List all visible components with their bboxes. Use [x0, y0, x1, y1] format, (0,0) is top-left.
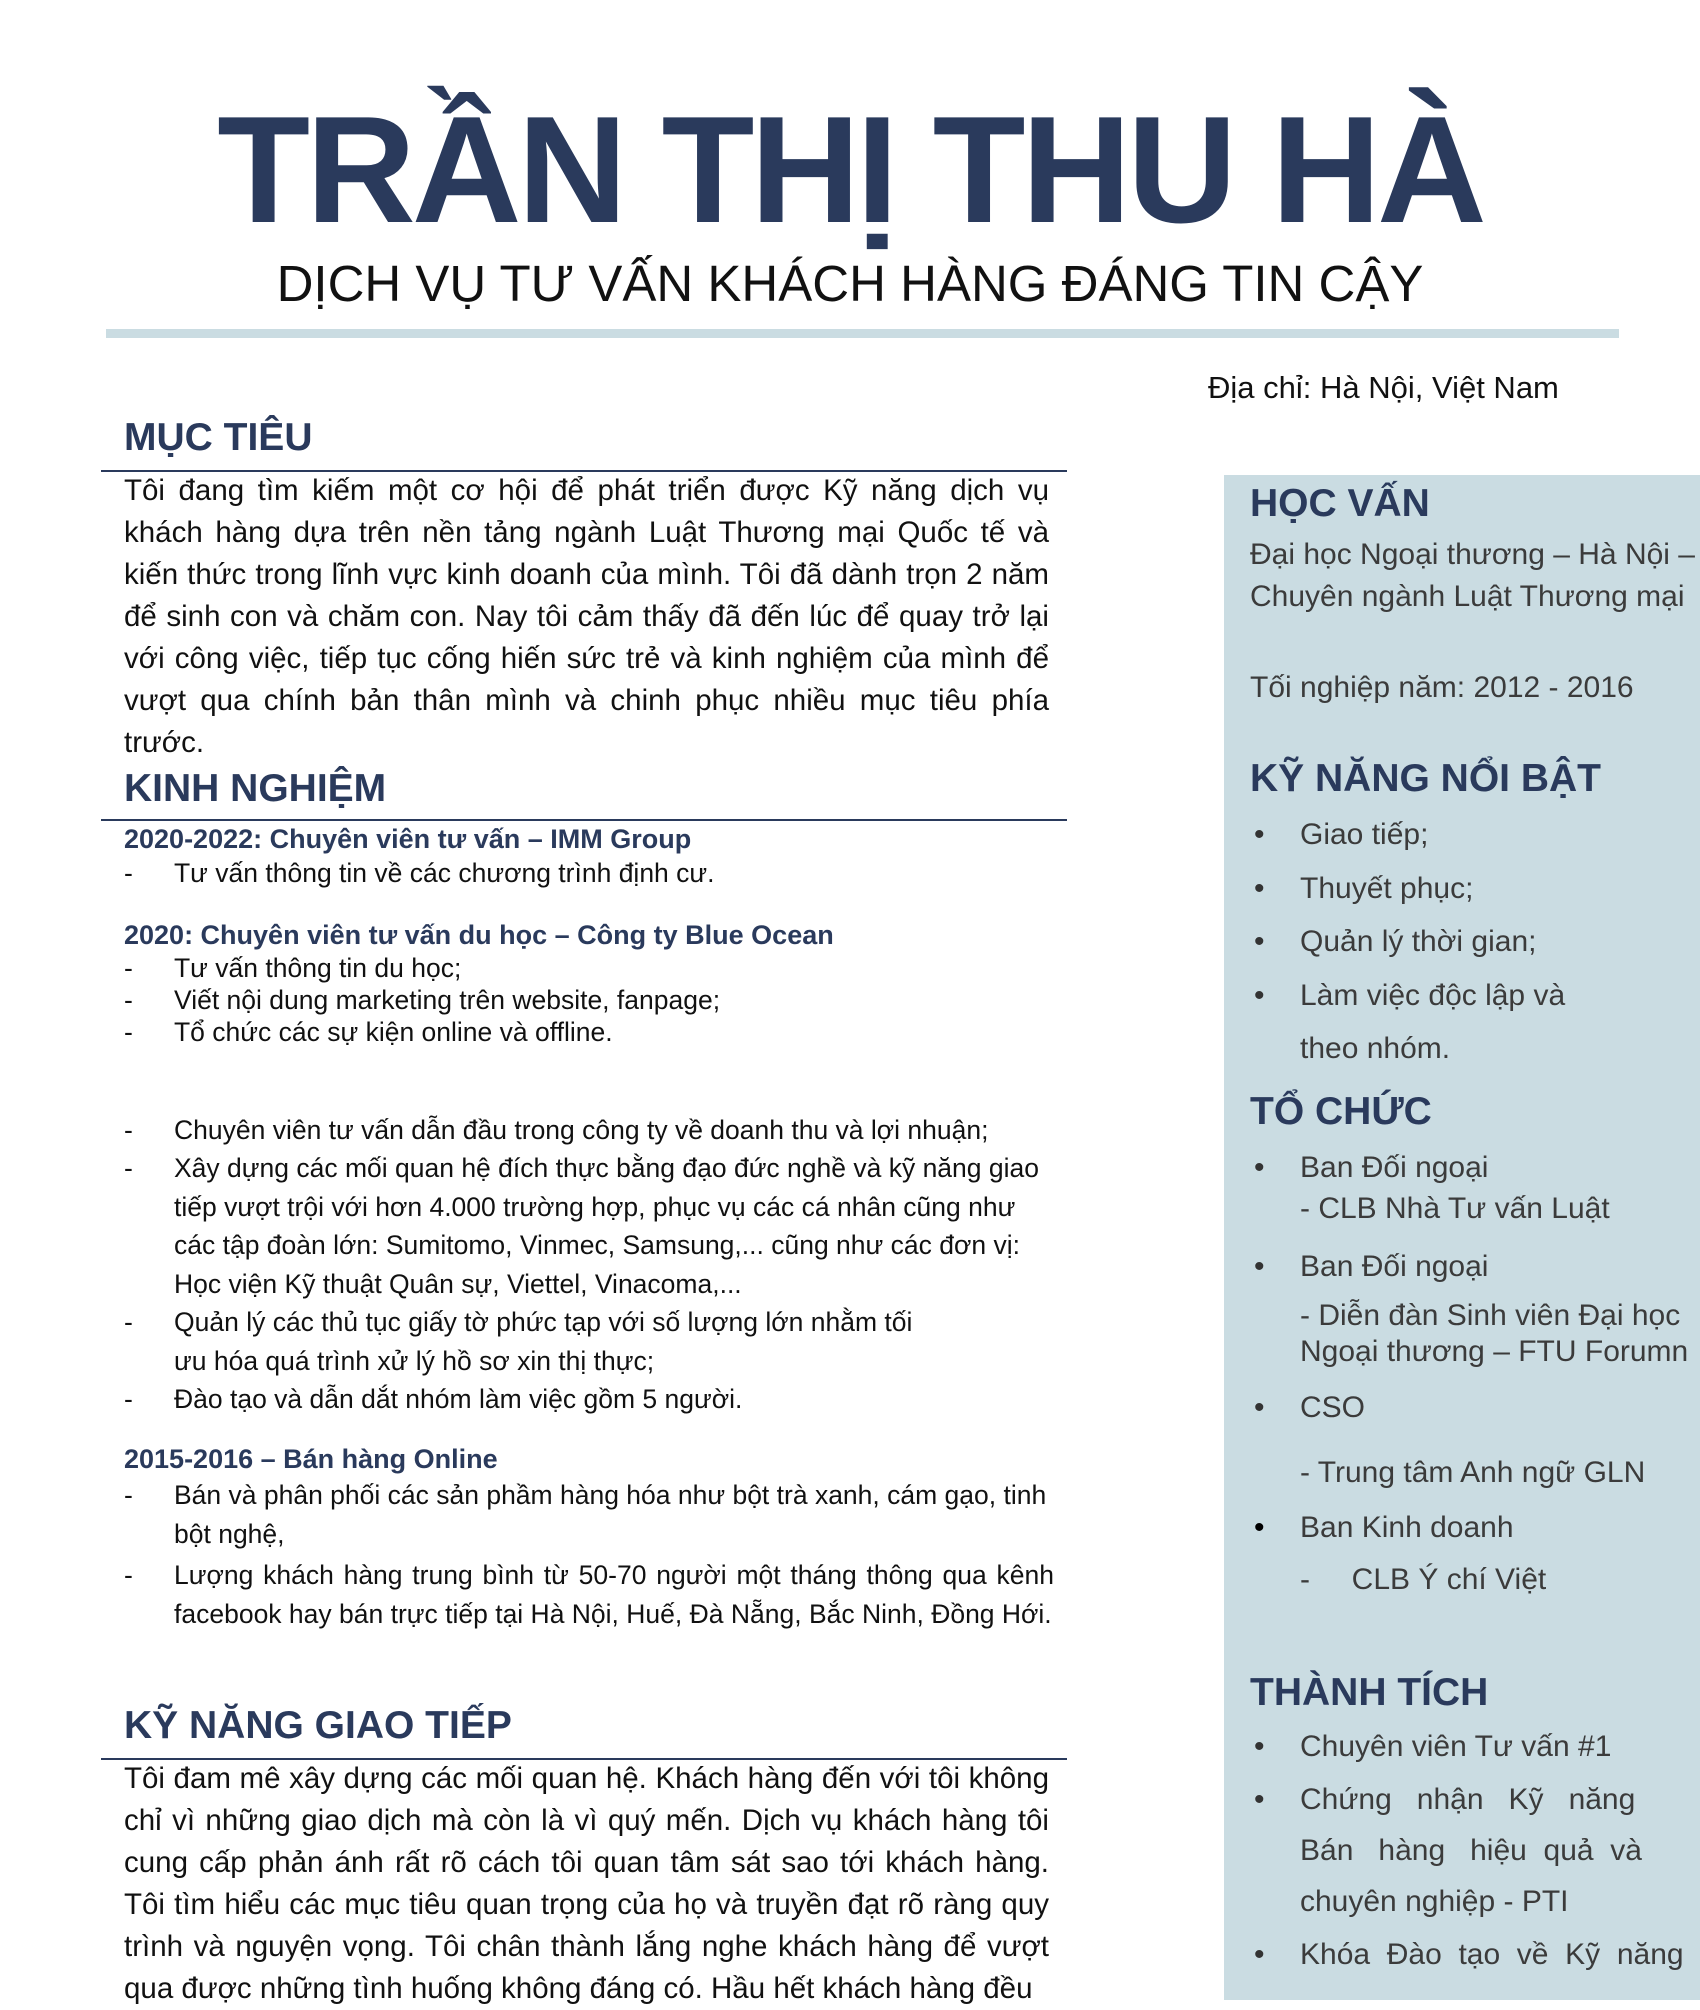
job-title-blue-ocean: 2020: Chuyên viên tư vấn du học – Công ty Blue Ocean [124, 920, 834, 950]
education-title: HỌC VẤN [1250, 482, 1430, 525]
organization-detail: - Trung tâm Anh ngữ GLN [1300, 1456, 1646, 1489]
education-graduation: Tối nghiệp năm: 2012 - 2016 [1250, 671, 1634, 704]
communication-title: KỸ NĂNG GIAO TIẾP [124, 1704, 512, 1747]
education-major: Chuyên ngành Luật Thương mại [1250, 580, 1685, 613]
organizations-title: TỔ CHỨC [1250, 1090, 1432, 1133]
experience-divider [101, 819, 1067, 821]
sidebar: HỌC VẤN Đại học Ngoại thương – Hà Nội – Chuyên ngành Luật Thương mại Tối nghiệp năm: 2012 - 2016 KỸ NĂNG NỔI BẬT • Giao tiếp; • Thuyết phục; • Quản lý thời gian; • Làm việc độc lập và theo nhóm. TỔ CHỨC • Ban Đối ngoại - CLB Nhà Tư vấn Luật • Ban Đối ngoại - Diễn đàn Sinh viên Đại học Ngoại thương – FTU Forumn • CSO - Trung tâm Anh ngữ GLN • Ban Kinh doanh - CLB Ý chí Việt THÀNH TÍCH • Chuyên viên Tư vấn #1 • Chứng nhận Kỹ năng Bán hàng hiệu quả và chuyên nghiệp - PTI • Khóa Đào tạo về Kỹ năng [1224, 475, 1700, 2000]
address: Địa chỉ: Hà Nội, Việt Nam [1208, 370, 1559, 405]
dash-marker: - [124, 858, 133, 888]
communication-text: Tôi đam mê xây dựng các mối quan hệ. Khách hàng đến với tôi không chỉ vì những giao dịch mà còn là vì quý mến. Dịch vụ khách hàng tôi cung cấp phản ánh rất rõ cách tôi quan tâm sát sao tới khách hàng. Tôi tìm hiểu các mục tiêu quan trọng của họ và truyền đạt rõ ràng quy trình và nguyện vọng. Tôi chân thành lắng nghe khách hàng để vượt qua được những tình huống không đáng có. Hầu hết khách hàng đều [124, 1762, 1049, 2005]
skills-title: KỸ NĂNG NỔI BẬT [1250, 757, 1601, 800]
experience-title: KINH NGHIỆM [124, 767, 387, 810]
achievements-title: THÀNH TÍCH [1250, 1671, 1489, 1714]
objective-title: MỤC TIÊU [124, 416, 313, 459]
tagline: DỊCH VỤ TƯ VẤN KHÁCH HÀNG ĐÁNG TIN CẬY [276, 255, 1424, 312]
organization-detail: - Diễn đàn Sinh viên Đại học [1300, 1299, 1681, 1332]
education-school: Đại học Ngoại thương – Hà Nội – [1250, 538, 1695, 571]
objective-text: Tôi đang tìm kiếm một cơ hội để phát triển được Kỹ năng dịch vụ khách hàng dựa trên nền tảng ngành Luật Thương mại Quốc tế và kiến thức trong lĩnh vực kinh doanh của mình. Tôi đã dành trọn 2 năm để sinh con và chăm con. Nay tôi cảm thấy đã đến lúc để quay trở lại với công việc, tiếp tục cống hiến sức trẻ và kinh nghiệm của mình để vượt qua chính bản thân mình và chinh phục nhiều mục tiêu phía trước. [124, 474, 1049, 759]
skill-item-continued: theo nhóm. [1300, 1032, 1451, 1065]
job-title-online-sales: 2015-2016 – Bán hàng Online [124, 1444, 498, 1474]
organization-detail: - CLB Nhà Tư vấn Luật [1300, 1192, 1610, 1225]
job-title-imm: 2020-2022: Chuyên viên tư vấn – IMM Group [124, 824, 692, 854]
organization-detail: Ngoại thương – FTU Forumn [1300, 1335, 1689, 1368]
candidate-name: TRẦN THỊ THU HÀ [217, 85, 1483, 255]
organization-detail: - CLB Ý chí Việt [1300, 1563, 1547, 1596]
achievement-detail: Bán hàng hiệu quả và [1300, 1834, 1642, 1867]
achievement-detail: chuyên nghiệp - PTI [1300, 1885, 1569, 1918]
header-divider [106, 329, 1619, 338]
